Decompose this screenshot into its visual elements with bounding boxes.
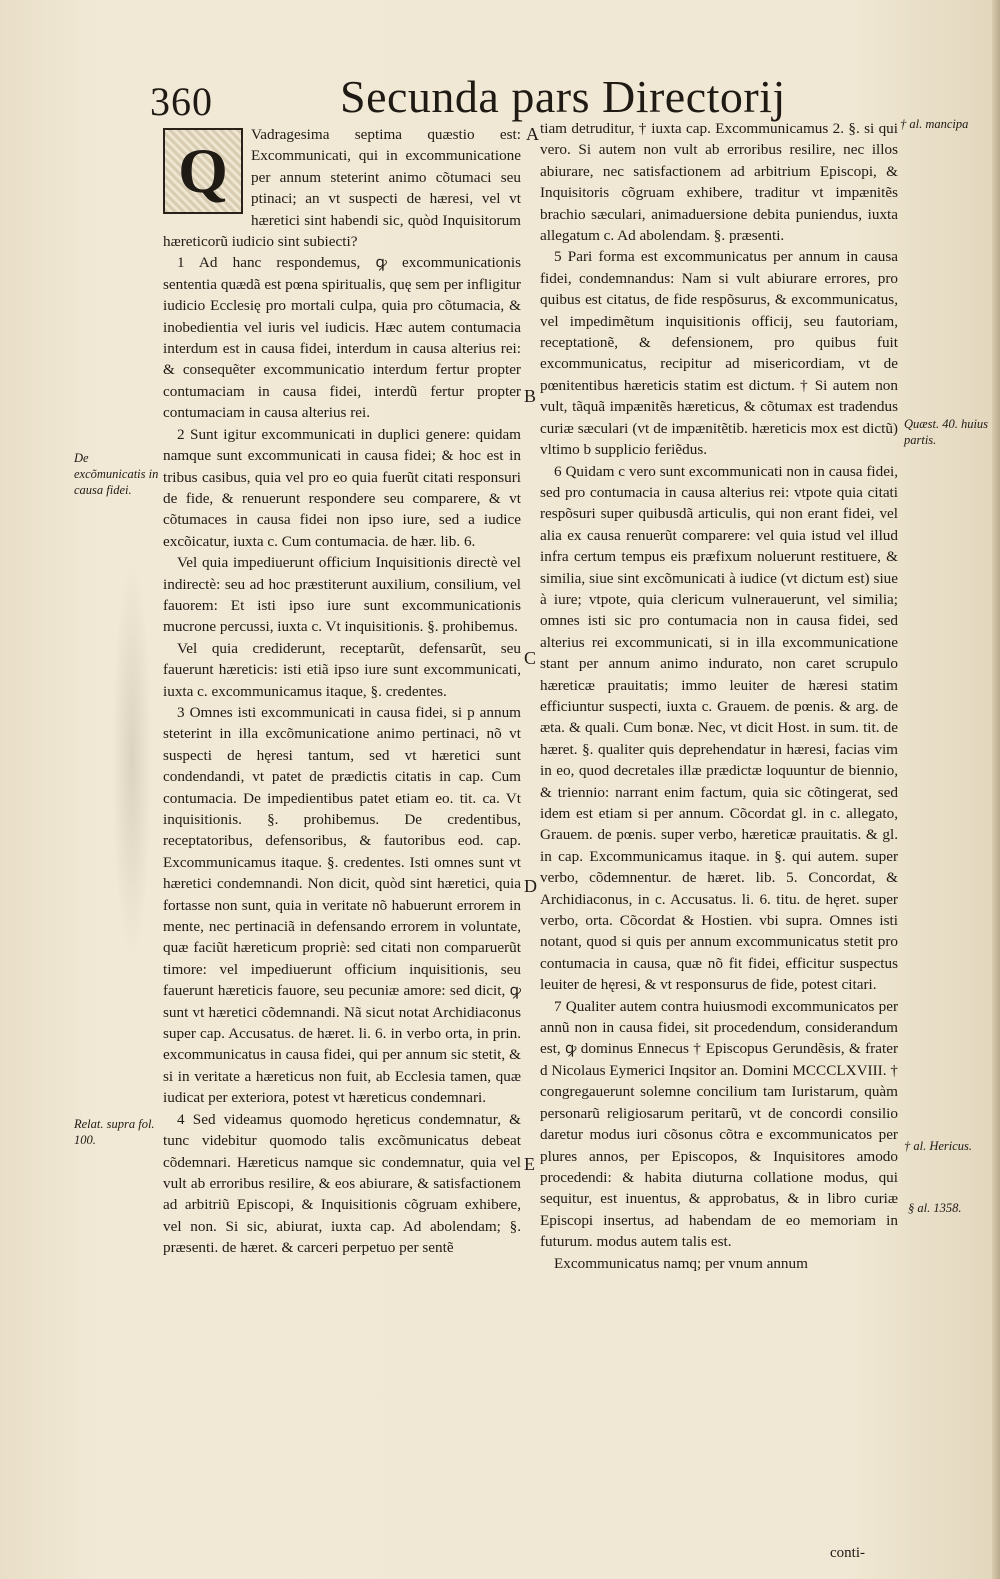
paragraph: tiam detruditur, † iuxta cap. Excommunicamus 2. §. si qui vero. Si autem non vult ab erroribus resilire, nec illos abiurare, nec satisfactionem ad arbitrium Episcopi, & Inquisitoris cõgruam exhibere, traditur vt impænitẽs brachio sæculari, animaduersione debita puniendus, iuxta allegatum c. Ad abolendam. §. præsenti. [540,120,898,245]
section-marker-a: A [526,124,539,144]
paragraph: 1 Ad hanc respondemus, ꝙ excommunicationis sententia quædã est pœna spiritualis, quę sem per infligitur iudicio Ecclesię pro mortali culpa, quia pro cõtumacia, & inobedientia vel iuris vel iudicis. Hæc autem contumacia interdum est in causa fidei, interdum in causa alterius rei: & consequẽter excommunicatio interdum fertur propter contumaciam in causa fidei, interdũ fertur propter contumaciam in causa alterius rei. [163,254,521,422]
section-marker-e: E [524,1154,535,1174]
paragraph: Vel quia impediuerunt officium Inquisitionis directè vel indirectè: seu ad hoc præstiterunt auxilium, consilium, vel fauorem: Et isti ipso iure sunt excommunicationis mucrone percussi, iuxta c. Vt inquisitionis. §. prohibemus. [163,554,521,636]
margin-note: Relat. supra fol. 100. [74,1117,155,1147]
left-column [163,124,521,1259]
page-edge [992,0,1000,1579]
paragraph: Vel quia crediderunt, receptarũt, defensarũt, seu fauerunt hæreticis: isti etiã ipso iure sunt excommunicati, iuxta c. excommunicamus itaque, §. credentes. [163,639,521,700]
paragraph: 5 Pari forma est excommunicatus per annum in causa fidei, condemnandus: Nam si vult abiurare errores, pro quibus est citatus, de fide respõsurus, & excommunicatus, vel impedimẽtum inquisitionis officij, seu fautoriam, receptationẽ, & defensionem, pro quibus fuit excommunicatus, recipitur ad misericordiam, vt de pœnitentibus hæreticis statim est dictum. † Si autem non vult, tãquã impænitẽs hæreticus, & cõtumax est tradendus curiæ sæculari (vt de impænitẽtib. hæreticis mox est dictũ) vltimo b supplicio feriẽdus. [540,248,898,459]
running-title: Secunda pars Directorij [340,71,786,122]
paragraph: Excommunicatus namq; per vnum annum [554,1254,808,1272]
paragraph: 6 Quidam c vero sunt excommunicati non in causa fidei, sed pro contumacia in causa alterius rei: vtpote quia citati respõsuri super quibusdã articulis, qui non erant fidei, vel alia ex causa renuerũt comparere: vel quia istud vel illud infra certum tempus eis præfixum noluerunt restituere, & similia, siue sint excõmunicati à iudice (vt dictum est) siue à iure; vtpote, quia clericum vulnerauerunt, vel similia; omnes isti sic pro contumacia non in causa fidei, sed alterius rei excommunicati, si in illa excommunicatione stant per annum animo indurato, non caret scrupulo hæreticæ prauitatis; immo leuiter de hæresi statim efficiuntur suspecti, iuxta c. Grauem. de pœnis. & arg. de æta. & quali. Cum bonæ. Nec, vt dicit Host. in sum. tit. de hæret. §. qualiter quis deprehendatur in hæresi, facias vim in eo, quod decretales illæ prædictæ loquuntur de biennio, & triennio: narrant enim factum, quia sic cõtingerat, sed idem est etiam si per annum. Cõcordat gl. in c. allegato, Grauem. de pœnis. super verbo, hæreticæ prauitatis. & gl. in cap. Excommunicamus itaque. in §. qui autem. super verbo, cõdemnentur. de hæret. lib. 5. Concordat, & Archidiaconus, in c. Accusatus. li. 6. titu. de hęret. super verbo, orta. Cõcordat & Hostien. vbi supra. Omnes isti notant, quod si quis per annum excommunicatus stetit pro contumacia in causa, quæ nõ fit fidei, efficitur suspectus leuiter de hęresi, & vt responsurus de fide, potest citari. [540,462,898,994]
paragraph: 2 Sunt igitur excommunicati in duplici genere: quidam namque sunt excommunicati in causa fidei; & hoc est in tribus casibus, quia vel pro eo quia fuerũt citati responsuri de fide, & renuerunt respondere seu comparere, & vt cõtumaces in causa fidei non ipso iure, sed a iudice excõicatur, iuxta c. Cum contumacia. de hær. lib. 6. [163,425,521,550]
section-marker-d: D [524,876,537,896]
paragraph: 3 Omnes isti excommunicati in causa fidei, si p annum steterint in illa excõmunicatione animo pertinaci, nõ vt suspecti de hęresi tantum, sed vt hæretici sunt condendandi, vt patet de prædictis citatis in cap. Cum contumacia. De impedientibus patet etiam eo. tit. ca. Vt inquisitionis. §. prohibemus. De credentibus, receptatoribus, defensoribus, & fautoribus eod. cap. Excommunicamus itaque. §. credentes. Isti omnes sunt vt hæretici condemnandi. Non dicit, quòd sint hæretici, quia fortasse non sunt, quia in veritate nõ habuerunt errorem in mente, nec pertinaciã in defensando errorem in voluntate, quæ faciũt hæreticum propriè: sed citati non comparuerũt timore: vel impediuerunt officium inquisitionis, seu fauerunt hæreticis fauore, seu pecuniæ amore: sed dicit, ꝙ sunt vt hæretici cõdemnandi. Nã sicut notat Archidiaconus super cap. Accusatus. de hæret. li. 6. in verbo orta, in prin. excommunicatus in causa fidei, qui per annum sic stetit, & si in veritate a hæreticus non fuit, ab Ecclesia tamen, quæ iudicat per exteriora, potest vt hæreticus condemnari. [163,703,521,1107]
margin-note: De excõmunicatis in causa fidei. [74,451,159,497]
margin-note: § al. 1358. [908,1201,962,1215]
right-column [540,118,898,1274]
page-number: 360 [150,79,213,124]
section-marker-b: B [524,386,537,406]
paragraph: 7 Qualiter autem contra huiusmodi excommunicatos per annũ non in causa fidei, sit procedendum, considerandum est, ꝙ dominus Ennecus † Episcopus Gerundẽsis, & frater d Nicolaus Eymerici Inqsitor an. Domini MCCCLXVIII. † congregauerunt solemne concilium tam Iuristarum, quàm personarũ religiosarum peritarũ, vt de concordi consilio daretur modus iuri cõsonus cõtra e excommunicatos per plures annos, per Episcopos, & Inquisitores amodo procedendi: & habita diuturna collatione modus, qui sequitur, est inuentus, & approbatus, & in libro curiæ Episcopi insertus, ad habendam de eo memoriam in futurum. modus autem talis est. [540,997,898,1251]
page-fold-shadow [112,560,152,960]
margin-note: † al. mancipa [900,117,969,131]
margin-note: Quæst. 40. huius partis. [904,417,989,447]
paragraph: Vadragesima septima quæstio est: Excommunicati, qui in excommunicatione per annum steterint animo cõtumaci seu ptinaci; an vt suspecti de hæresi, vel vt hæretici sint habendi sic, quòd Inquisitorum hæreticorũ iudicio sint subiecti? [163,126,521,251]
drop-cap: Q [163,128,243,214]
catchword: conti- [830,1545,865,1561]
margin-note: † al. Hericus. [904,1139,973,1153]
section-marker-c: C [524,648,537,668]
paragraph: 4 Sed videamus quomodo hęreticus condemnatur, & tunc videbitur quomodo talis excõmunicatus debeat cõdemnari. Hæreticus namque sic condemnatur, quia vel vult ab erroribus resilire, & eos abiurare, & satisfactionem ad arbitriũ Episcopi, & Inquisitionis cõgruam exhibere, vel non. Si sic, abiurat, iuxta cap. Ad abolendam; §. præsenti. de hæret. & carceri perpetuo per sentẽ [163,1110,521,1257]
